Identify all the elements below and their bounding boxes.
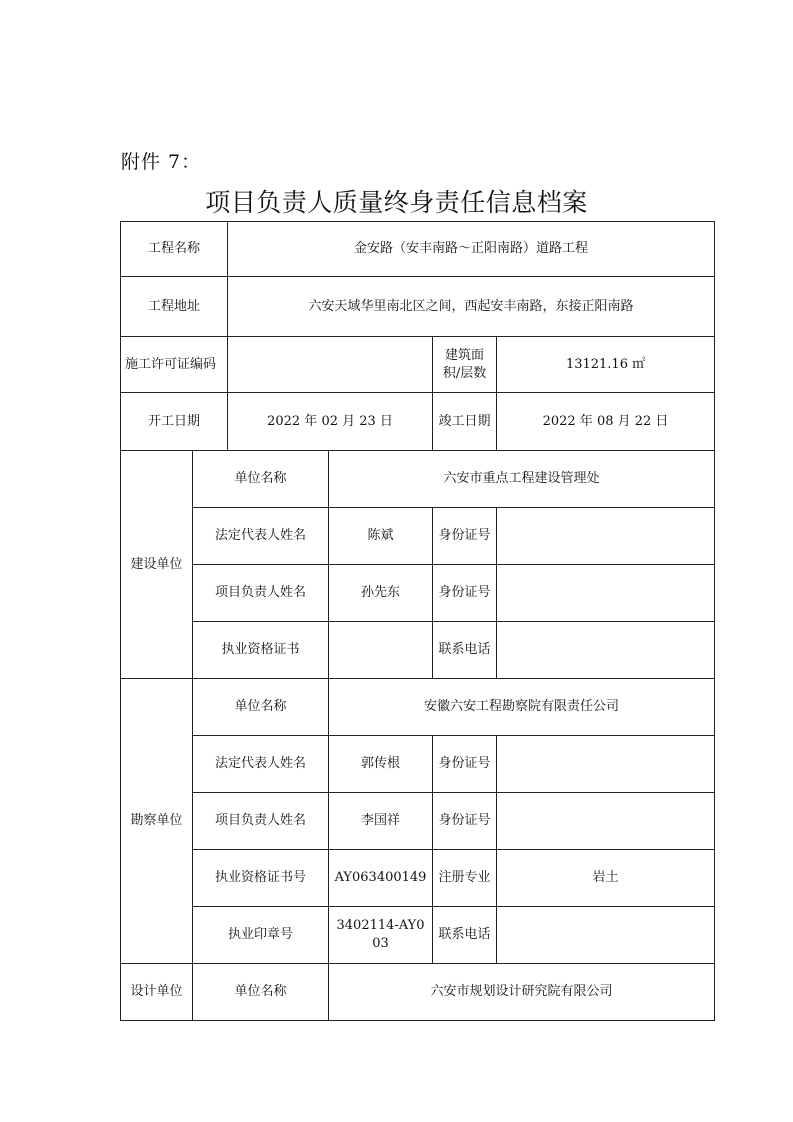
construction-cert-value xyxy=(329,622,433,679)
design-unit-name-label: 单位名称 xyxy=(193,964,329,1021)
info-form-table xyxy=(120,221,715,1021)
survey-legal-rep-value: 郭传根 xyxy=(329,736,433,793)
construction-cert-label: 执业资格证书 xyxy=(193,622,329,679)
attachment-label: 附件 7： xyxy=(121,151,202,173)
construction-unit-name-label: 单位名称 xyxy=(193,451,329,508)
construction-unit-section-label: 建设单位 xyxy=(121,451,193,679)
survey-unit-section-label: 勘察单位 xyxy=(121,679,193,964)
survey-legal-rep-row xyxy=(121,736,715,793)
survey-unit-name-value: 安徽六安工程勘察院有限责任公司 xyxy=(329,679,715,736)
survey-phone-value xyxy=(497,907,715,964)
construction-phone-value xyxy=(497,622,715,679)
design-unit-name-value: 六安市规划设计研究院有限公司 xyxy=(329,964,715,1021)
permit-label: 施工许可证编码 xyxy=(121,337,228,393)
project-address-row xyxy=(121,277,715,337)
area-label: 建筑面积/层数 xyxy=(433,337,497,393)
construction-pm-id-label: 身份证号 xyxy=(433,565,497,622)
project-name-value: 金安路（安丰南路～正阳南路）道路工程 xyxy=(228,222,715,277)
survey-cert-value: AY063400149 xyxy=(329,850,433,907)
construction-pm-value: 孙先东 xyxy=(329,565,433,622)
survey-legal-rep-id-label: 身份证号 xyxy=(433,736,497,793)
construction-legal-rep-label: 法定代表人姓名 xyxy=(193,508,329,565)
construction-phone-label: 联系电话 xyxy=(433,622,497,679)
project-name-label: 工程名称 xyxy=(121,222,228,277)
survey-pm-label: 项目负责人姓名 xyxy=(193,793,329,850)
survey-cert-label: 执业资格证书号 xyxy=(193,850,329,907)
survey-legal-rep-label: 法定代表人姓名 xyxy=(193,736,329,793)
construction-legal-rep-id-value xyxy=(497,508,715,565)
start-date-value: 2022 年 02 月 23 日 xyxy=(228,393,433,451)
dates-row xyxy=(121,393,715,451)
permit-value xyxy=(228,337,433,393)
construction-unit-name-value: 六安市重点工程建设管理处 xyxy=(329,451,715,508)
construction-pm-id-value xyxy=(497,565,715,622)
survey-pm-value: 李国祥 xyxy=(329,793,433,850)
survey-pm-id-label: 身份证号 xyxy=(433,793,497,850)
survey-seal-label: 执业印章号 xyxy=(193,907,329,964)
design-unit-name-row xyxy=(121,964,715,1021)
construction-legal-rep-value: 陈斌 xyxy=(329,508,433,565)
area-value: 13121.16 ㎡ xyxy=(497,337,715,393)
permit-area-row xyxy=(121,337,715,393)
project-address-value: 六安天域华里南北区之间，西起安丰南路，东接正阳南路 xyxy=(228,277,715,337)
survey-major-label: 注册专业 xyxy=(433,850,497,907)
construction-unit-name-row xyxy=(121,451,715,508)
survey-legal-rep-id-value xyxy=(497,736,715,793)
project-address-label: 工程地址 xyxy=(121,277,228,337)
survey-seal-row xyxy=(121,907,715,964)
construction-pm-label: 项目负责人姓名 xyxy=(193,565,329,622)
construction-legal-rep-id-label: 身份证号 xyxy=(433,508,497,565)
construction-pm-row xyxy=(121,565,715,622)
survey-pm-row xyxy=(121,793,715,850)
survey-pm-id-value xyxy=(497,793,715,850)
document-title: 项目负责人质量终身责任信息档案 xyxy=(205,188,588,217)
survey-phone-label: 联系电话 xyxy=(433,907,497,964)
construction-cert-row xyxy=(121,622,715,679)
survey-cert-row xyxy=(121,850,715,907)
start-date-label: 开工日期 xyxy=(121,393,228,451)
survey-seal-value: 3402114-AY003 xyxy=(329,907,433,964)
design-unit-section-label: 设计单位 xyxy=(121,964,193,1021)
project-name-row xyxy=(121,222,715,277)
finish-date-value: 2022 年 08 月 22 日 xyxy=(497,393,715,451)
finish-date-label: 竣工日期 xyxy=(433,393,497,451)
survey-unit-name-row xyxy=(121,679,715,736)
survey-unit-name-label: 单位名称 xyxy=(193,679,329,736)
survey-major-value: 岩土 xyxy=(497,850,715,907)
construction-legal-rep-row xyxy=(121,508,715,565)
